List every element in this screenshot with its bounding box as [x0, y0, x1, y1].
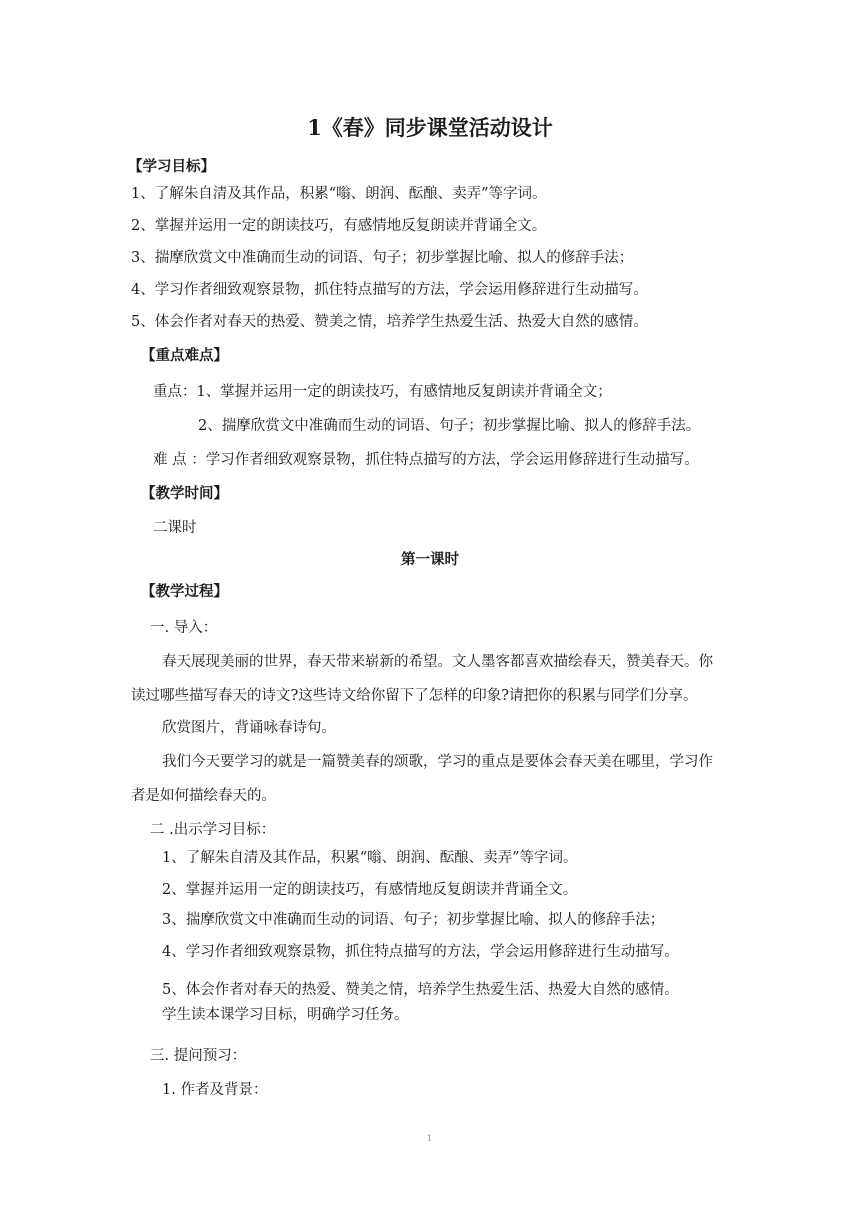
- objective-item: 3、揣摩欣赏文中准确而生动的词语、句子；初步掌握比喻、拟人的修辞手法；: [131, 250, 634, 266]
- process-header: 【教学过程】: [141, 583, 228, 600]
- show-objective-item: 2、掌握并运用一定的朗读技巧，有感情地反复朗读并背诵全文。: [162, 882, 578, 898]
- objective-item: 2、掌握并运用一定的朗读技巧，有感情地反复朗读并背诵全文。: [131, 218, 547, 234]
- objectives-header: 【学习目标】: [128, 158, 215, 175]
- time-value: 二课时: [153, 520, 197, 536]
- intro-paragraph: 欣赏图片，背诵咏春诗句。: [162, 720, 336, 736]
- show-objectives-note: 学生读本课学习目标，明确学习任务。: [162, 1007, 409, 1023]
- page-number: 1: [427, 1134, 433, 1143]
- show-objective-item: 3、揣摩欣赏文中准确而生动的词语、句子；初步掌握比喻、拟人的修辞手法；: [162, 912, 665, 928]
- key-point-1: 重点：1、掌握并运用一定的朗读技巧，有感情地反复朗读并背诵全文；: [153, 384, 612, 400]
- difficulty-line: 难 点 ：学习作者细致观察景物，抓住特点描写的方法，学会运用修辞进行生动描写。: [153, 452, 699, 468]
- key-point-2: 2、揣摩欣赏文中准确而生动的词语、句子；初步掌握比喻、拟人的修辞手法。: [198, 418, 701, 434]
- show-objective-item: 4、学习作者细致观察景物，抓住特点描写的方法，学会运用修辞进行生动描写。: [162, 944, 679, 960]
- intro-paragraph-line: 读过哪些描写春天的诗文?这些诗文给你留下了怎样的印象?请把你的积累与同学们分享。: [131, 688, 698, 704]
- show-objectives-heading: 二 .出示学习目标：: [150, 822, 276, 838]
- document-title: 1《春》同步课堂活动设计: [307, 115, 553, 140]
- keypoints-header: 【重点难点】: [141, 347, 228, 364]
- intro-heading: 一. 导入：: [150, 620, 218, 636]
- intro-paragraph-line: 者是如何描绘春天的。: [131, 788, 276, 804]
- objective-item: 1、了解朱自清及其作品，积累“嗡、朗润、酝酿、卖弄”等字词。: [131, 186, 547, 202]
- time-header: 【教学时间】: [141, 485, 228, 502]
- objective-item: 5、体会作者对春天的热爱、赞美之情，培养学生热爱生活、热爱大自然的感情。: [131, 314, 648, 330]
- preview-item: 1. 作者及背景：: [162, 1082, 268, 1098]
- show-objective-item: 5、体会作者对春天的热爱、赞美之情，培养学生热爱生活、热爱大自然的感情。: [162, 982, 679, 998]
- preview-heading: 三. 提问预习：: [150, 1048, 247, 1064]
- lesson-title: 第一课时: [401, 551, 459, 568]
- intro-paragraph-line: 我们今天要学习的就是一篇赞美春的颂歌，学习的重点是要体会春天美在哪里，学习作: [162, 754, 713, 770]
- show-objective-item: 1、了解朱自清及其作品，积累“嗡、朗润、酝酿、卖弄”等字词。: [162, 850, 578, 866]
- intro-paragraph-line: 春天展现美丽的世界，春天带来崭新的希望。文人墨客都喜欢描绘春天，赞美春天。你: [162, 654, 713, 670]
- objective-item: 4、学习作者细致观察景物，抓住特点描写的方法，学会运用修辞进行生动描写。: [131, 282, 648, 298]
